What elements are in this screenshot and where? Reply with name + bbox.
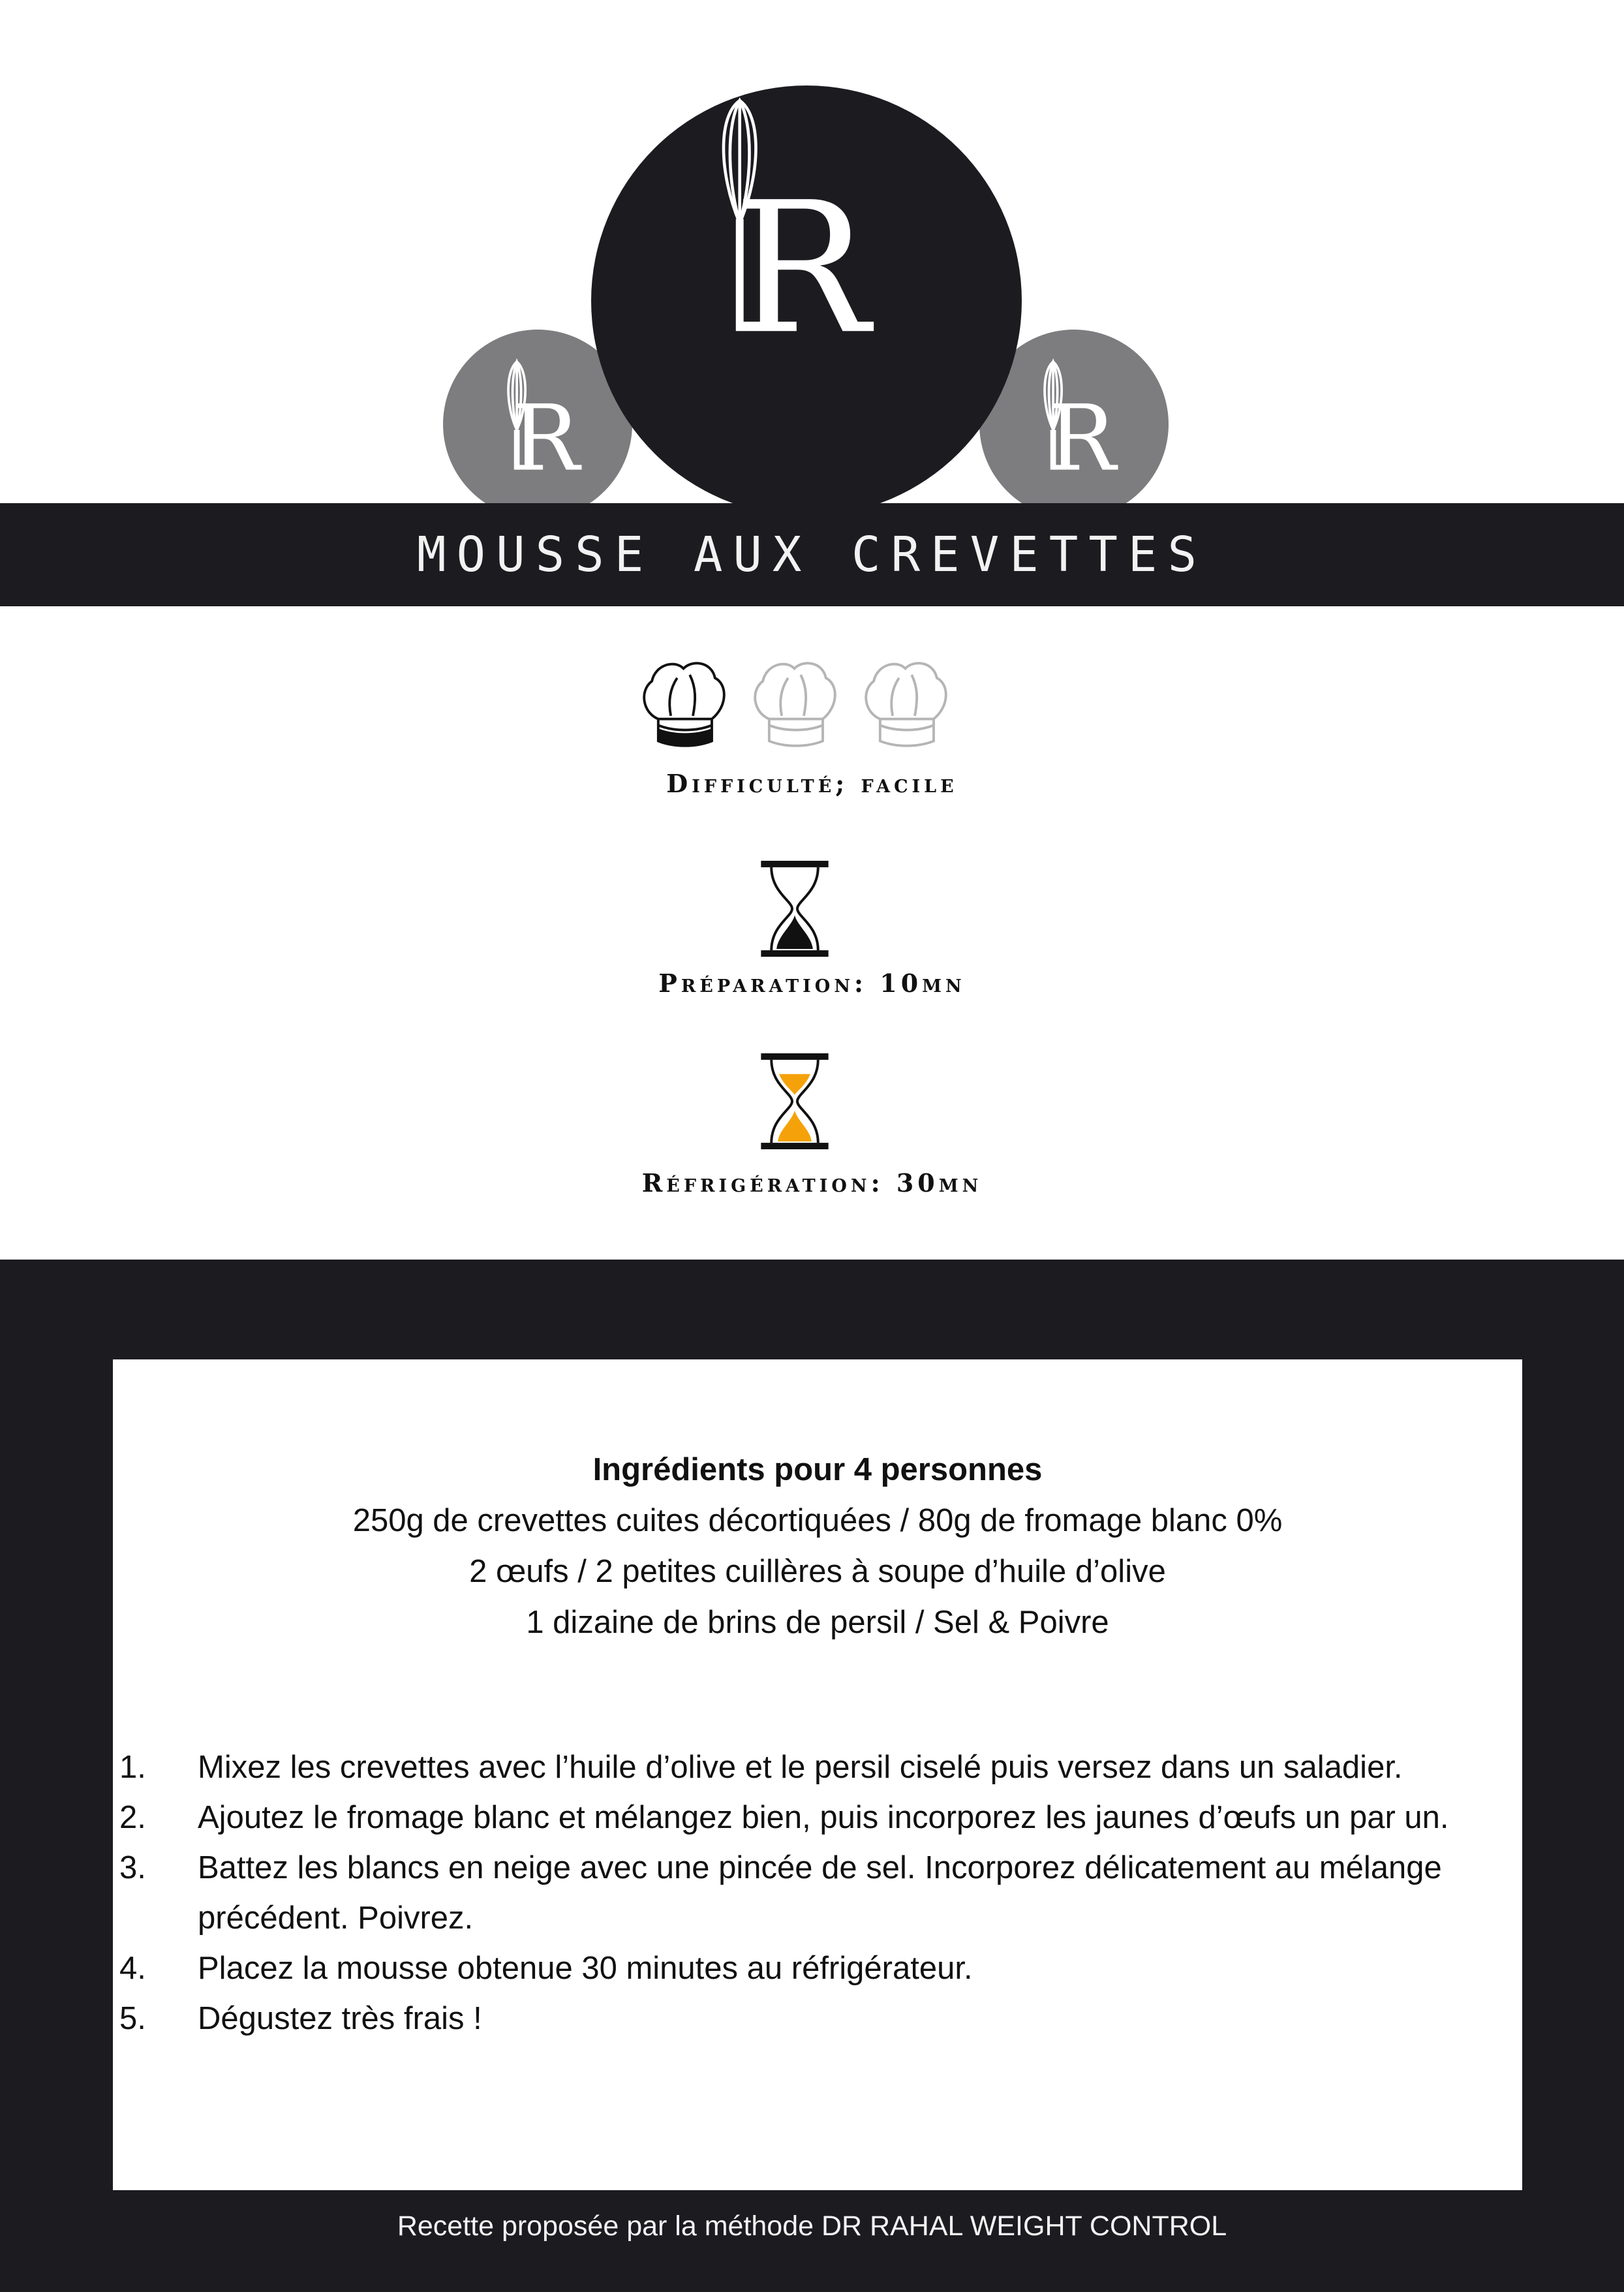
step-item xyxy=(119,1742,1522,1793)
recipe-card xyxy=(113,1359,1522,2190)
footer-credit: Recette proposée par la méthode DR RAHAL WEIGHT CONTROL xyxy=(397,2210,1227,2242)
step-item xyxy=(119,1944,1522,1994)
step-text: Battez les blancs en neige avec une pincée de sel. Incorporez délicatement au mélange précédent. Poivrez. xyxy=(198,1850,1442,1936)
step-number: 4. xyxy=(119,1951,146,1986)
step-text: Placez la mousse obtenue 30 minutes au réfrigérateur. xyxy=(198,1951,973,1986)
ingredient-line: 250g de crevettes cuites décortiquées / 80g de fromage blanc 0% xyxy=(352,1503,1283,1538)
step-item xyxy=(119,1843,1522,1944)
logo-letter: R xyxy=(511,385,580,491)
step-number: 2. xyxy=(119,1800,146,1835)
chef-hat-icon xyxy=(636,653,731,754)
difficulty-label: Difficulté; facile xyxy=(666,769,958,798)
preparation-label: Préparation: 10mn xyxy=(658,968,966,998)
step-item xyxy=(119,1793,1522,1843)
ingredients-block xyxy=(113,1444,1522,1648)
recipe-title: MOUSSE AUX CREVETTES xyxy=(416,527,1208,583)
hourglass-icon xyxy=(756,1051,834,1152)
chef-hat-icon xyxy=(858,653,953,754)
ingredients-heading: Ingrédients pour 4 personnes xyxy=(592,1452,1043,1487)
ingredient-line: 1 dizaine de brins de persil / Sel & Poivre xyxy=(526,1605,1109,1640)
title-band xyxy=(0,503,1624,606)
step-text: Mixez les crevettes avec l’huile d’olive et le persil ciselé puis versez dans un saladier. xyxy=(198,1750,1403,1785)
chef-hat-icon xyxy=(747,653,842,754)
logo-letter: R xyxy=(733,164,870,375)
step-number: 3. xyxy=(119,1850,146,1885)
difficulty-rating xyxy=(636,653,962,757)
hourglass-icon xyxy=(756,858,834,959)
step-text: Ajoutez le fromage blanc et mélangez bien, puis incorporez les jaunes d’œufs un par un. xyxy=(198,1800,1449,1835)
logo-main xyxy=(591,85,1022,516)
step-number: 5. xyxy=(119,2001,146,2036)
step-item xyxy=(119,1994,1522,2044)
refrigeration-label: Réfrigération: 30mn xyxy=(641,1168,983,1198)
step-text: Dégustez très frais ! xyxy=(198,2001,482,2036)
logo-letter: R xyxy=(1047,385,1116,491)
step-number: 1. xyxy=(119,1750,146,1785)
steps-list xyxy=(119,1742,1522,2044)
ingredient-line: 2 œufs / 2 petites cuillères à soupe d’huile d’olive xyxy=(469,1554,1166,1589)
